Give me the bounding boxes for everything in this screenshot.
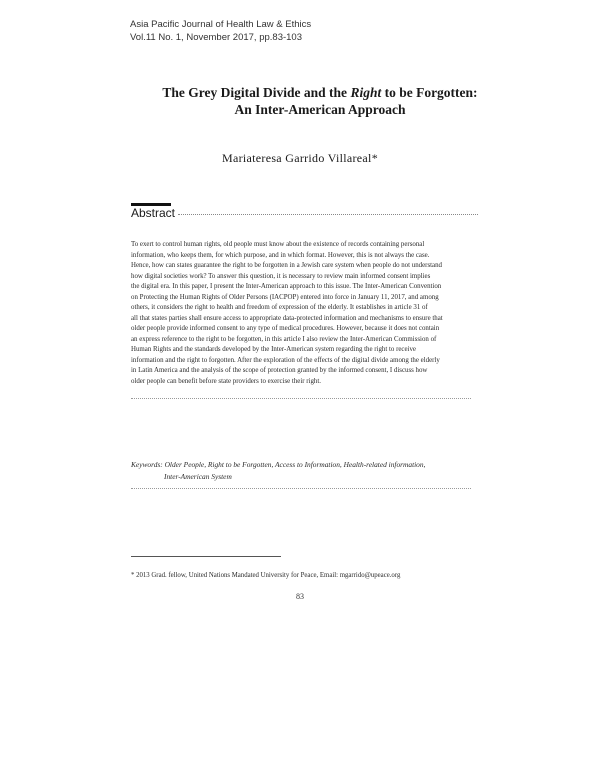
abstract-line: To exert to control human rights, old people must know about the existence of records containing personal (131, 241, 425, 248)
abstract-line: on Protecting the Human Rights of Older Persons (IACPOP) entered into force in January 11, 2017, and among (131, 293, 439, 301)
abstract-body (131, 240, 471, 387)
abstract-line: older people provide informed consent to any type of medical procedures. However, because it does not contain (131, 325, 440, 332)
abstract-line: Human Rights and the standards developed by the Inter-American system regarding the right to receive (131, 346, 416, 353)
page-number: 83 (296, 592, 304, 601)
abstract-line: in Latin America and the analysis of the scope of protection granted by the informed consent, I discuss how (131, 367, 428, 374)
abstract-line: how digital societies work? To answer this question, it is necessary to review main informed consent implies (131, 272, 431, 280)
abstract-line: Hence, how can states guarantee the right to be forgotten in a Jewish care system when people do not understand (131, 262, 443, 269)
title-part2: to be Forgotten: (381, 85, 478, 100)
title-italic: Right (350, 85, 382, 100)
abstract-heading: Abstract (131, 206, 176, 220)
author-footnote: * 2013 Grad. fellow, United Nations Mandated University for Peace, Email: mgarrido@upeace.org (131, 572, 401, 579)
keywords-line1: Keywords: Older People, Right to be Forgotten, Access to Information, Health-related information, (131, 460, 426, 469)
abstract-divider (131, 398, 471, 399)
journal-volume: Vol.11 No. 1, November 2017, pp.83-103 (130, 32, 302, 43)
abstract-line: the digital era. In this paper, I present the Inter-American approach to this issue. The Inter-American Convention (131, 283, 442, 290)
paper-title (40, 84, 600, 118)
abstract-line: information and the right to forgotten. After the exploration of the effects of the digital divide among the elderly (131, 356, 440, 364)
keywords-divider (131, 488, 471, 489)
abstract-line: all that states parties shall ensure access to appropriate data-protected information and mechanisms to ensure that (131, 314, 443, 322)
journal-title: Asia Pacific Journal of Health Law & Ethics (130, 19, 312, 30)
keywords-line2: Inter-American System (164, 472, 232, 481)
author-name: Mariateresa Garrido Villareal* (222, 151, 378, 165)
title-part1: The Grey Digital Divide and the (162, 85, 351, 100)
abstract-line: others, it considers the right to health and freedom of expression of the elderly. It establishes in article 31 of (131, 304, 428, 311)
abstract-heading-divider (178, 214, 478, 215)
title-line2: An Inter-American Approach (234, 102, 406, 117)
keywords (131, 459, 471, 483)
abstract-line: older people can benefit before state providers to exercise their right. (131, 377, 321, 385)
abstract-line: an express reference to the right to be forgotten, in this article I also review the Inter-American Commission of (131, 335, 437, 343)
footnote-rule (131, 556, 281, 557)
journal-header (130, 18, 311, 44)
abstract-line: information, who keeps them, for which purpose, and in which format. However, this is not always the case. (131, 251, 430, 259)
